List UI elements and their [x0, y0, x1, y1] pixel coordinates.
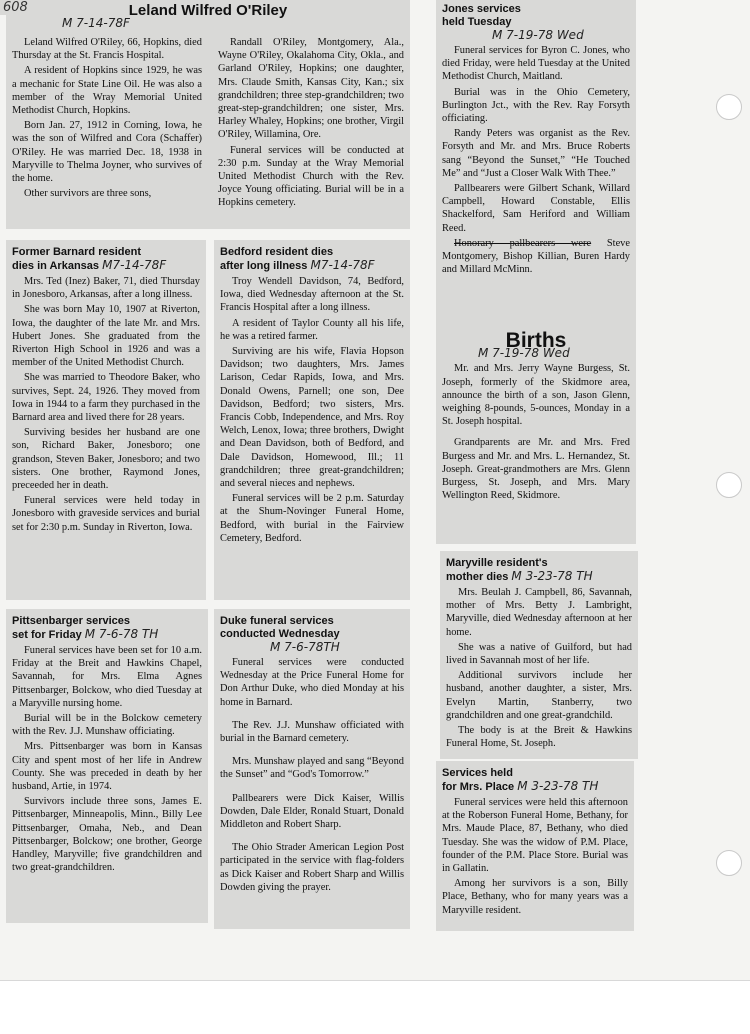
- handwritten-date: M 7-6-78TH: [270, 640, 340, 654]
- paragraph: Randall O'Riley, Montgomery, Ala., Wayne O'Riley, Okalahoma City, Okla., and Garland O'Riley, Hopkins; one daughter, Mrs. Claude Smith, Kansas City, Kan.; six grandchildren; three step-grandchildren; two great-step-grandchildren; one sister, Mrs. Harley Whaley, Hopkins; one brother, Virgil O'Riley, Willamina, Ore.: [218, 37, 404, 141]
- article-title: Pittsenbarger services set for Friday M 7-6-78 TH: [12, 615, 159, 641]
- paragraph: Funeral services for Byron C. Jones, who died Friday, were held Tuesday at the United Methodist Church, Maitland.: [442, 45, 630, 83]
- paragraph: The Ohio Strader American Legion Post participated in the service with flag-folders as Dick Kaiser and Robert Sharp and Willis Dowden giving the prayer.: [220, 842, 404, 893]
- paragraph: Leland Wilfred O'Riley, 66, Hopkins, died Thursday at the St. Francis Hospital.: [12, 37, 202, 62]
- obituary-duke: [214, 609, 410, 929]
- paragraph: Grandparents are Mr. and Mrs. Fred Burgess and Mr. and Mrs. L. Hernandez, St. Joseph. Great-grandmothers are Mrs. Glenn Burgess, St. Joseph, and Mrs. Mary Wellington Reed, Skidmore.: [442, 437, 630, 502]
- paragraph: Funeral services will be 2 p.m. Saturday at the Shum-Novinger Funeral Home, Bedford, with burial in the Fairview Cemetery, Bedford.: [220, 493, 404, 544]
- paragraph: The body is at the Breit & Hawkins Funeral Home, St. Joseph.: [446, 725, 632, 750]
- binder-hole: [716, 94, 742, 120]
- paragraph: Funeral services were conducted Wednesday at the Price Funeral Home for Don Arthur Duke, who died Monday at his home in Barnard.: [220, 657, 404, 708]
- paragraph: Other survivors are three sons,: [24, 188, 152, 200]
- handwritten-date: M7-14-78F: [310, 258, 375, 272]
- handwritten-date: M7-14-78F: [102, 258, 167, 272]
- paragraph: Mrs. Munshaw played and sang “Beyond the Sunset” and “God's Tomorrow.”: [220, 756, 404, 781]
- struck-text: Honorary pallbearers were: [454, 237, 592, 249]
- paragraph: Mrs. Ted (Inez) Baker, 71, died Thursday in Jonesboro, Arkansas, after a long illness.: [12, 276, 200, 301]
- paragraph: Burial was in the Ohio Cemetery, Burlington Jct., with the Rev. Ray Forsyth officiating.: [442, 86, 630, 125]
- paragraph: Surviving besides her husband are one son, Richard Baker, Jonesboro; one grandson, Steven Baker, Jonesboro; and two sisters. One brother, Raymond Jones, preceeded her in death.: [12, 427, 200, 492]
- article-title: Leland Wilfred O'Riley: [128, 2, 288, 19]
- handwritten-date: M 3-23-78 TH: [511, 569, 593, 583]
- paragraph: Mr. and Mrs. Jerry Wayne Burgess, St. Joseph, formerly of the Skidmore area, announce the birth of a son, Jason Glenn, weighing 8-pounds, 5-ounces, Monday in a St. Joseph hospital.: [442, 363, 630, 428]
- paragraph: A resident of Hopkins since 1929, he was a mechanic for State Line Oil. He was also a member of the Wray Memorial United Methodist Church, Hopkins.: [12, 65, 202, 117]
- binder-hole: [716, 472, 742, 498]
- paragraph: The Rev. J.J. Munshaw officiated with burial in the Barnard cemetery.: [220, 719, 404, 745]
- paragraph: Funeral services were held today in Jonesboro with graveside services and burial set for 2:30 p.m. Sunday in Riverton, Iowa.: [12, 495, 200, 533]
- article-title: Maryville resident's mother dies M 3-23-78 TH: [446, 557, 593, 583]
- article-title: Duke funeral services conducted Wednesday M 7-6-78TH: [220, 615, 404, 654]
- births-notice: [436, 306, 636, 544]
- obituary-pittsenbarger: [6, 609, 208, 923]
- paragraph: Survivors include three sons, James E. Pittsenbarger, Minneapolis, Minn., Billy Lee Pittsenbarger, Omaha, Neb., and Dean Pittsenbarger, Bolckow; one brother, George Handley, Maryville; five grandchildren and two great-grandchildren.: [12, 796, 202, 874]
- paragraph: Honorary pallbearers were Steve Montgomery, Bishop Killian, Buren Hardy and Millard McMinn.: [442, 237, 630, 276]
- handwritten-date: M 7-19-78 Wed: [492, 28, 584, 42]
- paragraph: Troy Wendell Davidson, 74, Bedford, Iowa, died Wednesday afternoon at the St. Francis Hospital after a long illness.: [220, 276, 404, 314]
- obituary-jones: [436, 0, 636, 306]
- paragraph: Mrs. Pittsenbarger was born in Kansas City and spent most of her life in Andrew County. She was preceded in death by her husband, Artie, in 1974.: [12, 741, 202, 793]
- paragraph: A resident of Taylor County all his life, he was a retired farmer.: [220, 317, 404, 342]
- article-title: Services held for Mrs. Place M 3-23-78 TH: [442, 767, 599, 793]
- obituary-davidson: [214, 240, 410, 600]
- paragraph: Mrs. Beulah J. Campbell, 86, Savannah, mother of Mrs. Betty J. Lambright, Maryville, died Wednesday afternoon at her home.: [446, 587, 632, 638]
- paragraph: Burial will be in the Bolckow cemetery with the Rev. J.J. Munshaw officiating.: [12, 713, 202, 738]
- obituary-baker: [6, 240, 206, 600]
- paragraph: Funeral services have been set for 10 a.m. Friday at the Breit and Hawkins Chapel, Savannah, for Mrs. Elma Agnes Pittsenbarger, Bolckow, who died Tuesday at a Maryville nursing home.: [12, 645, 202, 709]
- paragraph: She was married to Theodore Baker, who survives, Sept. 24, 1926. They moved from Iowa in 1944 to a farm they purchased in the Barnard area and lived there for 28 years.: [12, 372, 200, 424]
- paragraph: Born Jan. 27, 1912 in Corning, Iowa, he was the son of Wilfred and Cora (Schaffer) O'Riley. He was married Dec. 18, 1938 in Maryville to Thelma Joyner, who survives of the home.: [12, 120, 202, 185]
- paragraph: Surviving are his wife, Flavia Hopson Davidson; two daughters, Mrs. James Larison, Cedar Rapids, Iowa, and Mrs. Donald Owens, Parnell; one son, Dee Davidson, Bedford; two sisters, Mrs. Francis Cobb, Independence, and Mrs. Roy Welch, Lenox, Iowa; three brothers, Dwight and Dean Davidson, both of Bedford, and Dale Davidson, Homewood, Ill.; 11 grandchildren; three great-grandchildren; and several nieces and nephews.: [220, 346, 404, 490]
- handwritten-date: M 7-14-78F: [62, 16, 130, 31]
- paragraph: Additional survivors include her husband, another daughter, a sister, Mrs. Evelyn Martin, Stanberry, two grandchildren and one great-grandchild.: [446, 670, 632, 721]
- paragraph: Randy Peters was organist as the Rev. Forsyth and Mr. and Mrs. Bruce Roberts sang “Beyond the Sunset,” “He Touched Me” and “Just a Closer Walk With Thee.”: [442, 128, 630, 179]
- article-title: Former Barnard resident dies in Arkansas M7-14-78F: [12, 246, 167, 272]
- section-title: Births: [505, 329, 567, 352]
- page-bottom-margin: [0, 980, 750, 1034]
- paragraph: Pallbearers were Gilbert Schank, Willard Campbell, Howard Constable, Ellis Shackelford, Sam Heriford and William Reed.: [442, 183, 630, 234]
- article-title: Bedford resident dies after long illness M7-14-78F: [220, 246, 375, 272]
- obituary-oriley: [6, 0, 410, 229]
- paragraph: Funeral services will be conducted at 2:30 p.m. Sunday at the Wray Memorial United Methodist Church with the Rev. Joyce Young officiating. Burial will be in a Hopkins cemetery.: [218, 144, 404, 209]
- handwritten-date: M 7-6-78 TH: [84, 627, 159, 641]
- obituary-campbell: [440, 551, 638, 759]
- page-number: 608: [0, 0, 31, 15]
- paragraph: Pallbearers were Dick Kaiser, Willis Dowden, Dale Elder, Ronald Stuart, Donald Middleton and Robert Sharp.: [220, 792, 404, 831]
- paragraph: She was a native of Guilford, but had lived in Savannah most of her life.: [446, 641, 632, 667]
- handwritten-date: M 3-23-78 TH: [517, 779, 599, 793]
- paragraph: She was born May 10, 1907 at Riverton, Iowa, the daughter of the late Mr. and Mrs. Hubert Jones. She graduated from the Riverton High School in 1926 and was a member of the United Methodist Church.: [12, 304, 200, 369]
- obituary-place: [436, 761, 634, 931]
- paragraph: Among her survivors is a son, Billy Place, Bethany, who for many years was a Maryville resident.: [442, 878, 628, 916]
- handwritten-date: M 7-19-78 Wed: [478, 346, 570, 361]
- binder-hole: [716, 850, 742, 876]
- paragraph: Funeral services were held this afternoon at the Roberson Funeral Home, Bethany, for Mrs. Maude Place, 87, Bethany, who died Tuesday. She was the widow of P.M. Place, founder of the P.M. Place Store. Burial was in Gallatin.: [442, 797, 628, 875]
- article-title: Jones services held Tuesday M 7-19-78 Wed: [442, 3, 630, 42]
